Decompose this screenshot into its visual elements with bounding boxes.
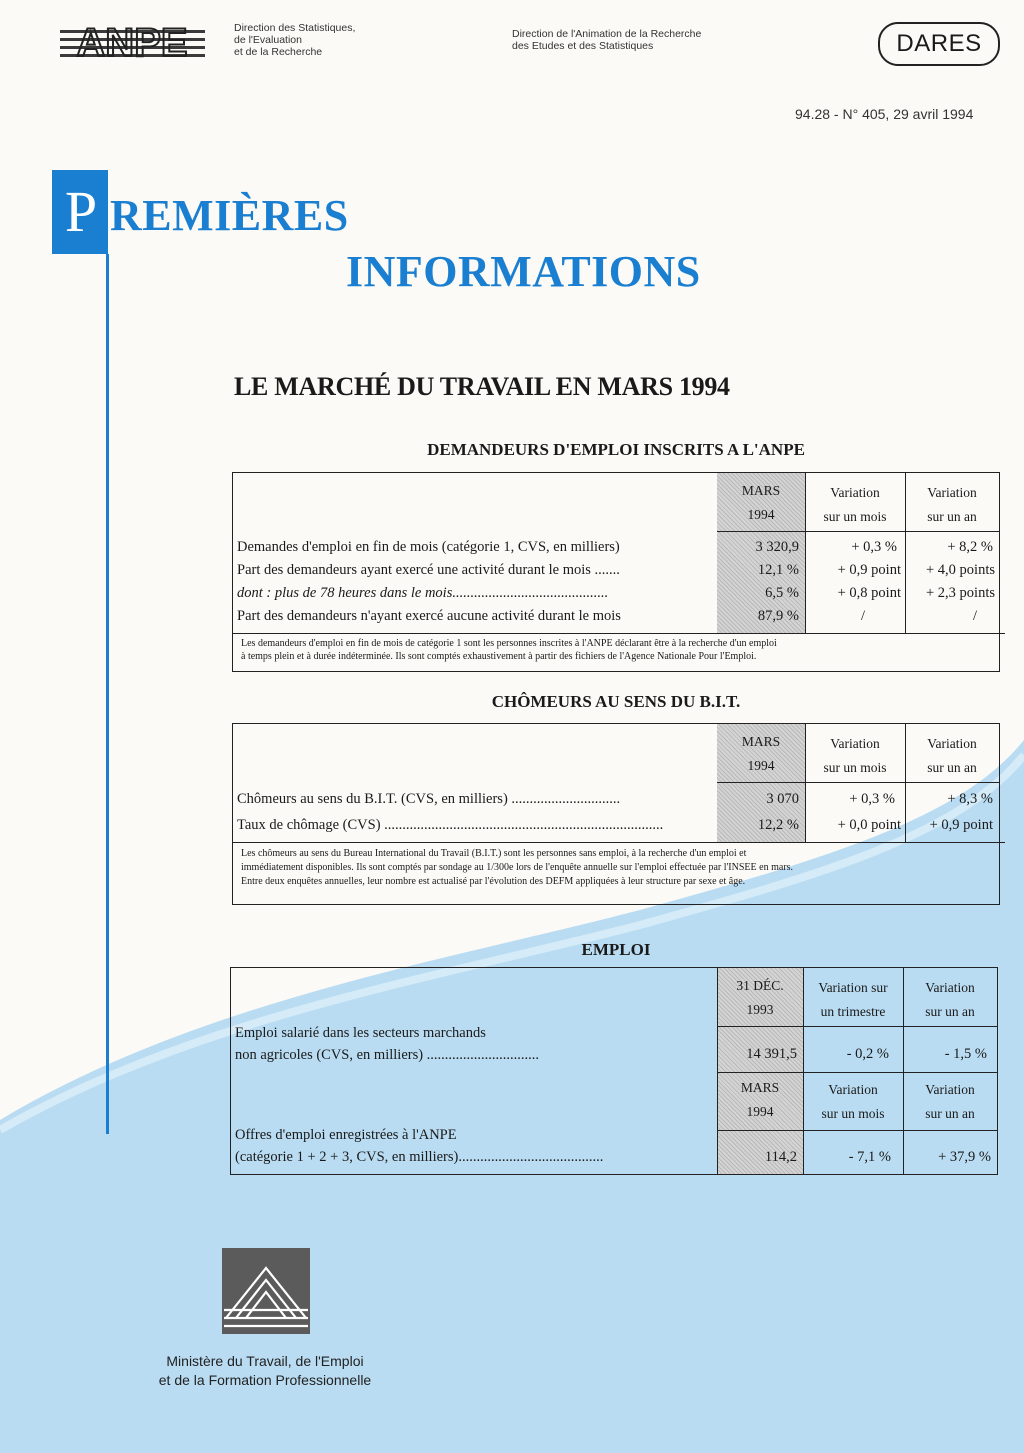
table-note: Les demandeurs d'emploi en fin de mois de catégorie 1 sont les personnes inscrites à l'ANPE déclarant être à la recherche d'un emploi à temps plein et à durée indéterminée. Ils sont comptés exhaustivement à partir des fichiers de l'Agence Nationale Pour l'Emploi. bbox=[233, 633, 1005, 663]
dares-badge: DARES bbox=[878, 22, 1000, 66]
table-row-month: + 0,9 point bbox=[837, 562, 901, 578]
table-row-quarter: - 0,2 % bbox=[846, 1046, 889, 1062]
title-vertical-rule bbox=[106, 254, 109, 1134]
table-row-label: Chômeurs au sens du B.I.T. (CVS, en milliers) .............................. bbox=[237, 791, 621, 807]
main-title: LE MARCHÉ DU TRAVAIL EN MARS 1994 bbox=[234, 372, 730, 401]
table-row-value: 14 391,5 bbox=[746, 1046, 797, 1062]
table-row-label: Taux de chômage (CVS) ............................................................................. bbox=[237, 817, 664, 833]
center-org-line: Direction de l'Animation de la Recherche bbox=[512, 28, 702, 40]
section3-title: EMPLOI bbox=[581, 940, 651, 959]
section1-title: DEMANDEURS D'EMPLOI INSCRITS A L'ANPE bbox=[427, 440, 805, 459]
title-line-2: INFORMATIONS bbox=[346, 247, 701, 296]
table-row-year: - 1,5 % bbox=[944, 1046, 987, 1062]
table-row-year: + 37,9 % bbox=[938, 1149, 991, 1165]
table-row-year: + 8,2 % bbox=[947, 539, 993, 555]
publication-number: 94.28 - N° 405, 29 avril 1994 bbox=[795, 106, 974, 122]
table-row-label: Part des demandeurs ayant exercé une activité durant le mois ....... bbox=[237, 562, 620, 578]
table-row-month: + 0,3 % bbox=[851, 539, 897, 555]
header-variation-quarter: Variation sur un trimestre bbox=[818, 980, 888, 1019]
table-row-month: / bbox=[860, 608, 865, 624]
table-row-year: + 2,3 points bbox=[925, 585, 995, 601]
table-row-label: Demandes d'emploi en fin de mois (catégorie 1, CVS, en milliers) bbox=[237, 539, 620, 555]
header-variation-month: Variation sur un mois bbox=[821, 1082, 885, 1121]
table-row-value: 3 070 bbox=[766, 791, 799, 807]
table-row-year: / bbox=[972, 608, 977, 624]
title-line-1: REMIÈRES bbox=[110, 191, 349, 240]
anpe-logo bbox=[60, 22, 205, 60]
header-mars: MARS 1994 bbox=[741, 734, 781, 773]
header-variation-month: Variation sur un mois bbox=[823, 736, 887, 775]
left-org-line: de l'Evaluation bbox=[234, 34, 302, 46]
section2-table bbox=[232, 723, 1000, 905]
table-row-label: dont : plus de 78 heures dans le mois........................................... bbox=[237, 585, 609, 601]
section2-title: CHÔMEURS AU SENS DU B.I.T. bbox=[491, 692, 741, 711]
section1-table bbox=[232, 472, 1000, 672]
table-row-month: + 0,8 point bbox=[837, 585, 901, 601]
table-row-year: + 8,3 % bbox=[947, 791, 993, 807]
table-row-value: 12,2 % bbox=[757, 817, 799, 833]
table-row-value: 6,5 % bbox=[765, 585, 799, 601]
table-row-month: + 0,3 % bbox=[849, 791, 895, 807]
left-org-line: et de la Recherche bbox=[234, 46, 323, 58]
header-variation-month: Variation sur un mois bbox=[823, 485, 887, 524]
title-initial-letter: P bbox=[64, 179, 98, 244]
table-row-month: - 7,1 % bbox=[848, 1149, 891, 1165]
table-row-value: 87,9 % bbox=[757, 608, 799, 624]
anpe-logo-text: ANPE bbox=[76, 22, 188, 60]
table-row-label: Emploi salarié dans les secteurs marchands non agricoles (CVS, en milliers) ............................... bbox=[235, 1025, 540, 1063]
table-row-month: + 0,0 point bbox=[837, 817, 901, 833]
table-row-year: + 0,9 point bbox=[929, 817, 993, 833]
center-org bbox=[512, 28, 701, 52]
section3-table bbox=[230, 967, 998, 1175]
ministry-logo bbox=[222, 1248, 310, 1334]
header-date: MARS 1994 bbox=[740, 1080, 780, 1119]
header-variation-year: Variation sur un an bbox=[925, 980, 975, 1019]
table-row-value: 12,1 % bbox=[757, 562, 799, 578]
header-date: 31 DÉC. 1993 bbox=[736, 978, 784, 1017]
header-variation-year: Variation sur un an bbox=[927, 485, 977, 524]
table-row-label: Part des demandeurs n'ayant exercé aucune activité durant le mois bbox=[237, 608, 621, 624]
table-row-year: + 4,0 points bbox=[925, 562, 995, 578]
ministry-name: Ministère du Travail, de l'Emploi et de la Formation Professionnelle bbox=[158, 1353, 372, 1388]
table-note: Les chômeurs au sens du Bureau International du Travail (B.I.T.) sont les personnes sans emploi, à la recherche d'un emploi et immédiatement disponibles. Ils sont comptés par sondage au 1/300e lors de l'enquête annuelle sur l'emploi effectuée par l'INSEE en mars. Entre deux enquêtes annuelles, leur nombre est actualisé par l'évolution des DEFM appliquées à leur structure par sexe et âge. bbox=[233, 842, 1005, 889]
center-org-line: des Etudes et des Statistiques bbox=[512, 40, 654, 52]
left-org-line: Direction des Statistiques, bbox=[234, 22, 356, 34]
header-variation-year: Variation sur un an bbox=[925, 1082, 975, 1121]
table-row-value: 3 320,9 bbox=[755, 539, 799, 555]
table-row-value: 114,2 bbox=[764, 1149, 797, 1165]
left-org bbox=[234, 22, 355, 58]
header-variation-year: Variation sur un an bbox=[927, 736, 977, 775]
header-mars: MARS 1994 bbox=[741, 483, 781, 522]
table-row-label: Offres d'emploi enregistrées à l'ANPE (catégorie 1 + 2 + 3, CVS, en milliers)........................................ bbox=[235, 1127, 604, 1165]
